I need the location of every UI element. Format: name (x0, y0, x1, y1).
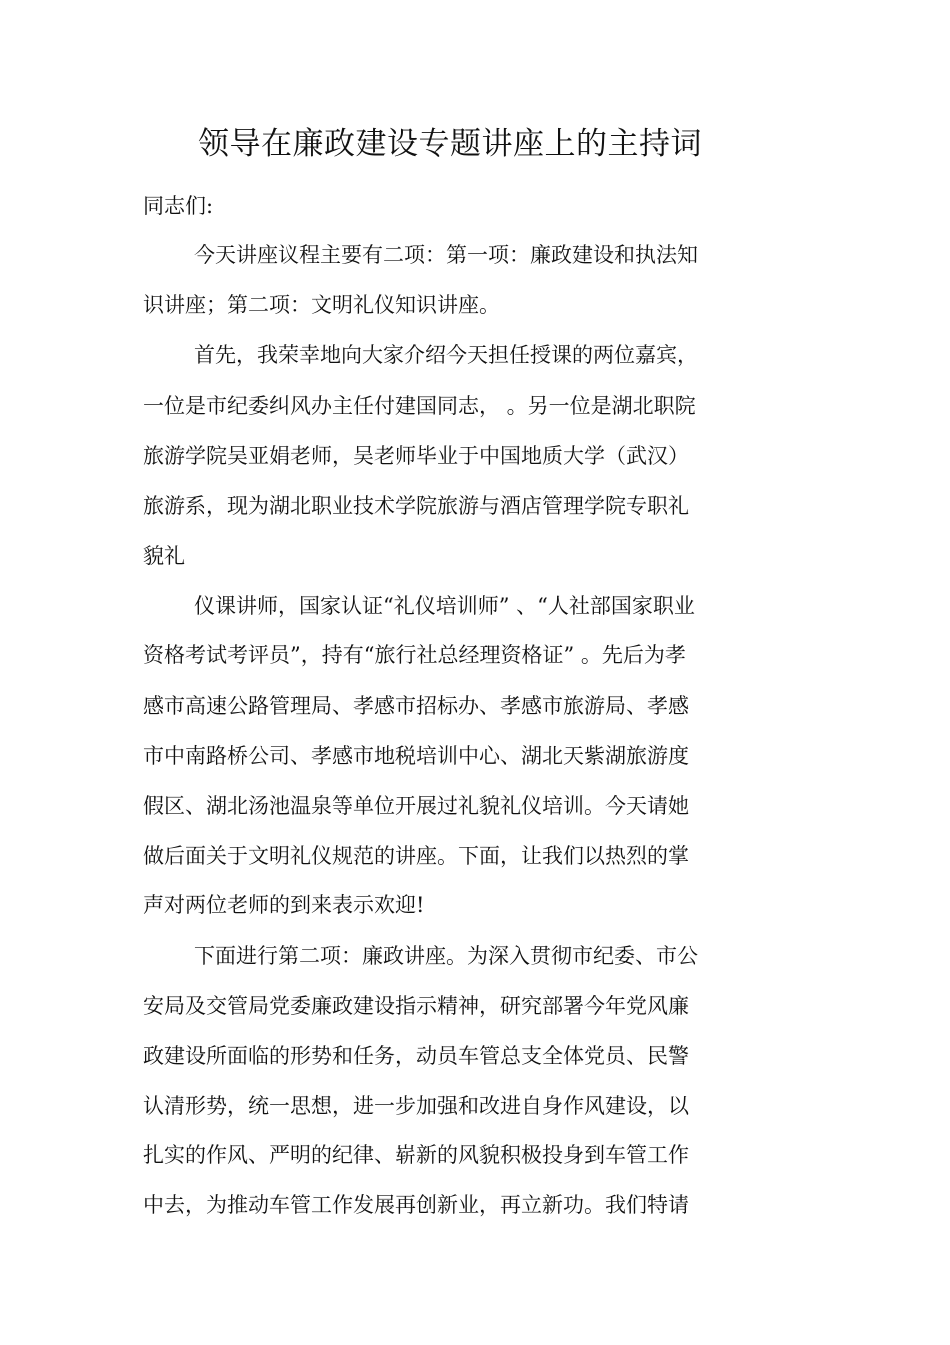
body-line: 今天讲座议程主要有二项：第一项：廉政建设和执法知 (194, 243, 698, 267)
body-line: 扎实的作风、严明的纪律、崭新的风貌积极投身到车管工作 (143, 1143, 689, 1167)
body-line: 识讲座；第二项：文明礼仪知识讲座。 (143, 293, 500, 317)
body-line: 资格考试考评员”，持有“旅行社总经理资格证” 。先后为孝 (143, 643, 686, 667)
body-line: 中去，为推动车管工作发展再创新业，再立新功。我们特请 (143, 1193, 689, 1217)
body-line: 旅游学院吴亚娟老师，吴老师毕业于中国地质大学（武汉） (143, 444, 689, 468)
body-line: 做后面关于文明礼仪规范的讲座。下面，让我们以热烈的掌 (143, 844, 689, 868)
body-line: 感市高速公路管理局、孝感市招标办、孝感市旅游局、孝感 (143, 694, 689, 718)
salutation-line: 同志们: (143, 194, 214, 218)
body-line: 政建设所面临的形势和任务，动员车管总支全体党员、民警 (143, 1044, 689, 1068)
body-line: 安局及交管局党委廉政建设指示精神，研究部署今年党风廉 (143, 994, 689, 1018)
body-line: 下面进行第二项：廉政讲座。为深入贯彻市纪委、市公 (194, 944, 698, 968)
body-line: 仪课讲师，国家认证“礼仪培训师” 、“人社部国家职业 (194, 594, 695, 618)
body-line: 一位是市纪委纠风办主任付建国同志， 。另一位是湖北职院 (143, 394, 696, 418)
body-line: 声对两位老师的到来表示欢迎! (143, 893, 425, 917)
body-line: 貌礼 (143, 544, 185, 568)
body-line: 假区、湖北汤池温泉等单位开展过礼貌礼仪培训。今天请她 (143, 794, 689, 818)
body-line: 旅游系，现为湖北职业技术学院旅游与酒店管理学院专职礼 (143, 494, 689, 518)
body-line: 市中南路桥公司、孝感市地税培训中心、湖北天紫湖旅游度 (143, 744, 689, 768)
body-line: 认清形势，统一思想，进一步加强和改进自身作风建设，以 (143, 1094, 689, 1118)
document-title: 领导在廉政建设专题讲座上的主持词 (198, 126, 702, 162)
body-line: 首先，我荣幸地向大家介绍今天担任授课的两位嘉宾， (194, 343, 698, 367)
